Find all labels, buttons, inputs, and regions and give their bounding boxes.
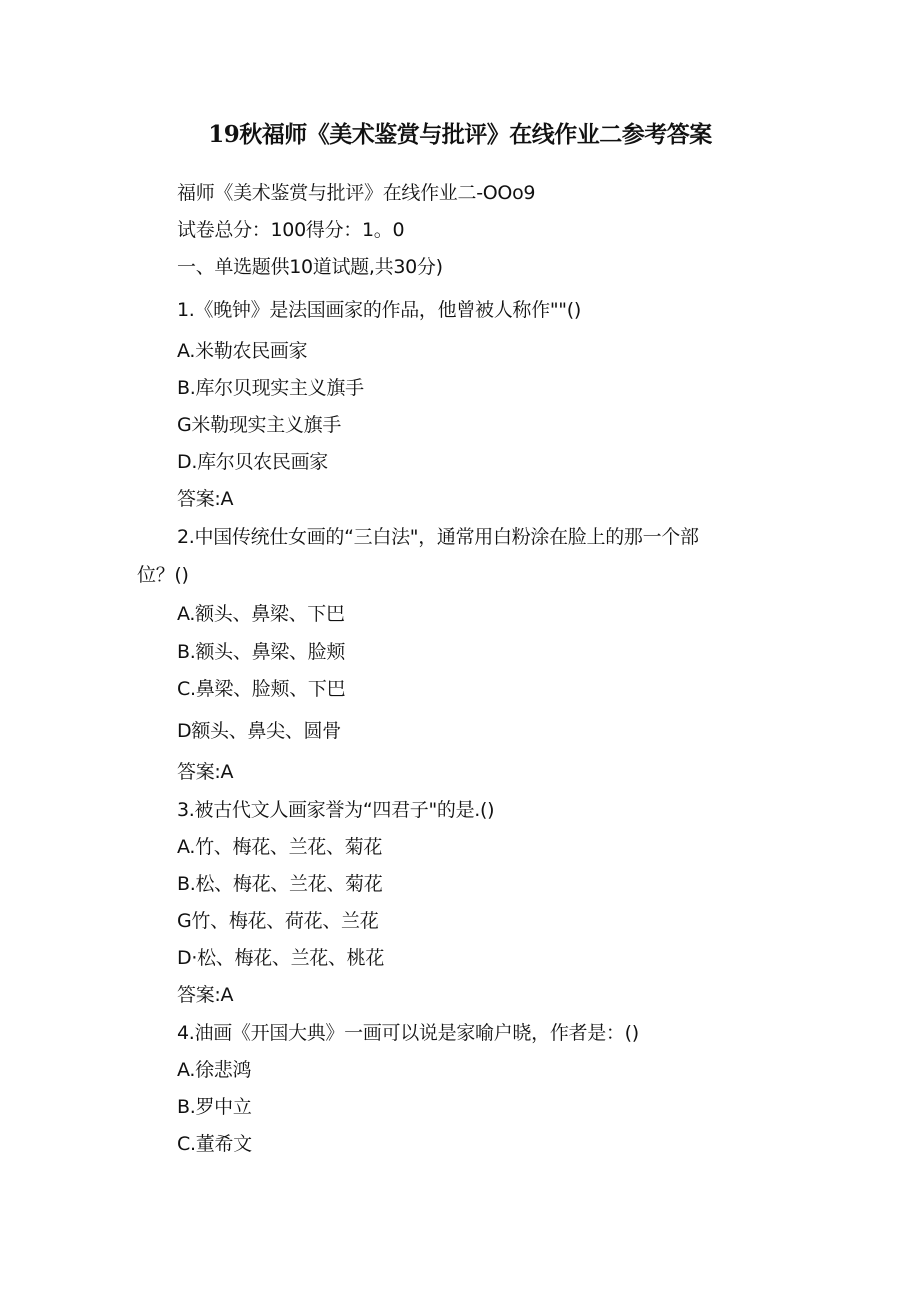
question-2-option-d: D额头、鼻尖、圆骨 [177, 720, 341, 742]
document-subtitle: 福师《美术鉴赏与批评》在线作业二-OOo9 [177, 182, 536, 204]
score-line: 试卷总分：100得分：1。0 [177, 219, 405, 241]
question-3-option-a: A.竹、梅花、兰花、菊花 [177, 836, 383, 858]
question-2-option-b: B.额头、鼻梁、脸颊 [177, 641, 346, 663]
question-3-option-d: D·松、梅花、兰花、桃花 [177, 947, 385, 969]
question-2-option-c: C.鼻梁、脸颊、下巴 [177, 678, 346, 700]
question-1-option-c: G米勒现实主义旗手 [177, 414, 342, 436]
question-1-option-d: D.库尔贝农民画家 [177, 451, 328, 473]
question-1-stem: 1.《晚钟》是法国画家的作品，他曾被人称作""() [177, 299, 581, 321]
question-4-option-c: C.董希文 [177, 1133, 252, 1155]
section-heading: 一、单选题供10道试题,共30分) [177, 256, 443, 278]
question-1-option-b: B.库尔贝现实主义旗手 [177, 377, 364, 399]
question-3-option-c: G竹、梅花、荷花、兰花 [177, 910, 379, 932]
question-1-option-a: A.米勒农民画家 [177, 340, 308, 362]
question-3-option-b: B.松、梅花、兰花、菊花 [177, 873, 383, 895]
question-2-answer: 答案:A [177, 761, 234, 783]
question-2-stem-continued: 位？() [137, 564, 189, 586]
question-4-option-b: B.罗中立 [177, 1096, 252, 1118]
question-2-option-a: A.额头、鼻梁、下巴 [177, 603, 345, 625]
question-3-stem: 3.被古代文人画家誉为“四君子"的是.() [177, 799, 495, 821]
document-title: 19秋福师《美术鉴赏与批评》在线作业二参考答案 [208, 121, 712, 148]
question-4-option-a: A.徐悲鸿 [177, 1059, 252, 1081]
question-1-answer: 答案:A [177, 488, 234, 510]
question-4-stem: 4.油画《开国大典》一画可以说是家喻户晓，作者是：() [177, 1022, 639, 1044]
question-3-answer: 答案:A [177, 984, 234, 1006]
question-2-stem: 2.中国传统仕女画的“三白法"，通常用白粉涂在脸上的那一个部 [177, 526, 699, 548]
